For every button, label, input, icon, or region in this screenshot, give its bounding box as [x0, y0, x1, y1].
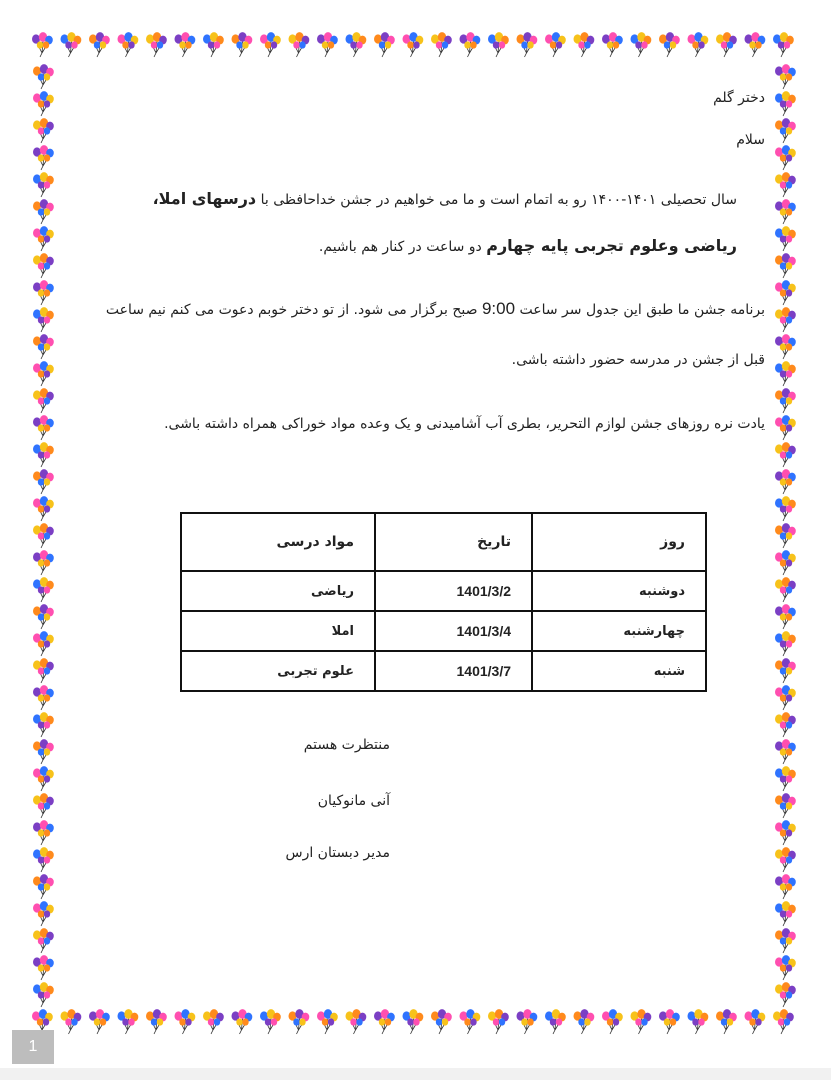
balloon-cluster-icon — [33, 766, 54, 791]
cell-subject: املا — [181, 611, 375, 651]
balloon-border-bottom — [30, 1007, 800, 1041]
balloon-cluster-icon — [574, 1009, 595, 1034]
balloon-cluster-icon — [146, 32, 167, 57]
balloon-cluster-icon — [175, 32, 196, 57]
balloon-cluster-icon — [775, 604, 796, 629]
balloon-cluster-icon — [89, 32, 110, 57]
balloon-cluster-icon — [33, 280, 54, 305]
balloon-cluster-icon — [659, 32, 680, 57]
balloon-cluster-icon — [745, 1009, 766, 1034]
balloon-cluster-icon — [203, 1009, 224, 1034]
balloon-cluster-icon — [61, 32, 82, 57]
balloon-cluster-icon — [775, 361, 796, 386]
signature-closing: منتظرت هستم — [303, 737, 390, 753]
balloon-cluster-icon — [33, 118, 54, 143]
balloon-cluster-icon — [33, 64, 54, 89]
signature-name: آنی مانوکیان — [317, 793, 390, 809]
balloon-cluster-icon — [118, 32, 139, 57]
balloon-cluster-icon — [33, 523, 54, 548]
balloon-cluster-icon — [33, 199, 54, 224]
recipient-line: دختر گلم — [713, 90, 765, 106]
balloon-cluster-icon — [775, 388, 796, 413]
balloon-cluster-icon — [32, 32, 53, 57]
balloon-cluster-icon — [775, 928, 796, 953]
balloon-cluster-icon — [775, 172, 796, 197]
balloon-cluster-icon — [89, 1009, 110, 1034]
balloon-cluster-icon — [775, 442, 796, 467]
balloon-cluster-icon — [33, 685, 54, 710]
balloon-cluster-icon — [631, 32, 652, 57]
balloon-cluster-icon — [346, 32, 367, 57]
balloon-cluster-icon — [33, 577, 54, 602]
balloon-cluster-icon — [146, 1009, 167, 1034]
paragraph-intro-bold: درسهای املا، ریاضی وعلوم تجربی پایه چهارم — [152, 189, 737, 255]
balloon-cluster-icon — [775, 631, 796, 656]
balloon-cluster-icon — [33, 253, 54, 278]
schedule-table — [180, 512, 707, 692]
balloon-cluster-icon — [716, 1009, 737, 1034]
balloon-cluster-icon — [33, 847, 54, 872]
balloon-cluster-icon — [431, 32, 452, 57]
letter-body — [100, 70, 765, 463]
balloon-cluster-icon — [545, 32, 566, 57]
balloon-cluster-icon — [260, 1009, 281, 1034]
balloon-cluster-icon — [203, 32, 224, 57]
balloon-cluster-icon — [602, 32, 623, 57]
table-row — [181, 651, 706, 691]
balloon-cluster-icon — [775, 91, 796, 116]
balloon-cluster-icon — [33, 712, 54, 737]
cell-subject: علوم تجربی — [181, 651, 375, 691]
balloon-cluster-icon — [33, 334, 54, 359]
balloon-cluster-icon — [33, 928, 54, 953]
header-subject: مواد درسی — [181, 513, 375, 571]
balloon-cluster-icon — [745, 32, 766, 57]
balloon-cluster-icon — [775, 874, 796, 899]
balloon-cluster-icon — [775, 766, 796, 791]
balloon-cluster-icon — [289, 1009, 310, 1034]
balloon-cluster-icon — [488, 32, 509, 57]
balloon-cluster-icon — [775, 145, 796, 170]
table-header-row — [181, 513, 706, 571]
balloon-cluster-icon — [33, 901, 54, 926]
balloon-cluster-icon — [33, 820, 54, 845]
cell-date: 1401/3/4 — [375, 611, 532, 651]
balloon-cluster-icon — [775, 901, 796, 926]
balloon-cluster-icon — [775, 523, 796, 548]
balloon-cluster-icon — [346, 1009, 367, 1034]
balloon-cluster-icon — [33, 226, 54, 251]
balloon-cluster-icon — [775, 469, 796, 494]
balloon-cluster-icon — [775, 577, 796, 602]
header-day: روز — [532, 513, 706, 571]
cell-date: 1401/3/2 — [375, 571, 532, 611]
balloon-cluster-icon — [659, 1009, 680, 1034]
balloon-cluster-icon — [403, 1009, 424, 1034]
balloon-cluster-icon — [33, 793, 54, 818]
balloon-cluster-icon — [33, 442, 54, 467]
balloon-cluster-icon — [775, 739, 796, 764]
balloon-border-top — [30, 30, 800, 64]
balloon-cluster-icon — [232, 1009, 253, 1034]
signature-block — [260, 735, 390, 863]
balloon-cluster-icon — [33, 874, 54, 899]
balloon-cluster-icon — [175, 1009, 196, 1034]
balloon-cluster-icon — [773, 32, 794, 57]
balloon-cluster-icon — [775, 820, 796, 845]
balloon-cluster-icon — [775, 847, 796, 872]
balloon-cluster-icon — [775, 334, 796, 359]
balloon-cluster-icon — [260, 32, 281, 57]
balloon-cluster-icon — [33, 361, 54, 386]
paragraph-intro-text-b: دو ساعت در کنار هم باشیم. — [318, 239, 487, 255]
balloon-cluster-icon — [545, 1009, 566, 1034]
balloon-cluster-icon — [431, 1009, 452, 1034]
balloon-cluster-icon — [775, 307, 796, 332]
balloon-cluster-icon — [33, 604, 54, 629]
balloon-cluster-icon — [33, 388, 54, 413]
balloon-cluster-icon — [775, 64, 796, 89]
balloon-cluster-icon — [33, 496, 54, 521]
salutation-line: سلام — [736, 132, 765, 148]
balloon-cluster-icon — [775, 550, 796, 575]
balloon-cluster-icon — [33, 739, 54, 764]
balloon-cluster-icon — [33, 550, 54, 575]
balloon-cluster-icon — [460, 32, 481, 57]
balloon-cluster-icon — [775, 226, 796, 251]
balloon-cluster-icon — [517, 1009, 538, 1034]
table-row — [181, 571, 706, 611]
header-date: تاریخ — [375, 513, 532, 571]
balloon-cluster-icon — [775, 415, 796, 440]
balloon-cluster-icon — [775, 685, 796, 710]
cell-date: 1401/3/7 — [375, 651, 532, 691]
balloon-cluster-icon — [775, 955, 796, 980]
balloon-border-left — [30, 30, 58, 1041]
balloon-cluster-icon — [775, 280, 796, 305]
balloon-cluster-icon — [33, 658, 54, 683]
balloon-cluster-icon — [33, 469, 54, 494]
party-time: 9:00 — [481, 299, 516, 318]
balloon-cluster-icon — [33, 955, 54, 980]
balloon-cluster-icon — [775, 658, 796, 683]
balloon-cluster-icon — [775, 712, 796, 737]
paragraph-intro-text-a: سال تحصیلی ۱۴۰۱-۱۴۰۰ رو به اتمام است و ما می خواهیم در جشن خداحافظی با — [256, 192, 737, 208]
balloon-cluster-icon — [775, 793, 796, 818]
signature-title: مدیر دبستان ارس — [285, 845, 390, 861]
cell-day: شنبه — [532, 651, 706, 691]
cell-day: چهارشنبه — [532, 611, 706, 651]
balloon-cluster-icon — [602, 1009, 623, 1034]
balloon-border-right — [772, 30, 800, 1041]
balloon-cluster-icon — [488, 1009, 509, 1034]
balloon-cluster-icon — [232, 32, 253, 57]
balloon-cluster-icon — [460, 1009, 481, 1034]
balloon-cluster-icon — [118, 1009, 139, 1034]
cell-day: دوشنبه — [532, 571, 706, 611]
paragraph-reminder: یادت نره روزهای جشن لوازم التحریر، بطری آب آشامیدنی و یک وعده مواد خوراکی همراه داشته باشی. — [164, 416, 765, 432]
balloon-cluster-icon — [775, 199, 796, 224]
balloon-cluster-icon — [33, 307, 54, 332]
paragraph-schedule — [100, 284, 765, 385]
table-row — [181, 611, 706, 651]
balloon-cluster-icon — [775, 982, 796, 1007]
page-number-badge[interactable]: 1 — [12, 1030, 54, 1064]
balloon-cluster-icon — [33, 415, 54, 440]
paragraph-schedule-text-a: برنامه جشن ما طبق این جدول سر ساعت — [515, 302, 765, 318]
balloon-cluster-icon — [403, 32, 424, 57]
balloon-cluster-icon — [33, 172, 54, 197]
cell-subject: ریاضی — [181, 571, 375, 611]
balloon-cluster-icon — [33, 631, 54, 656]
balloon-cluster-icon — [688, 32, 709, 57]
balloon-cluster-icon — [716, 32, 737, 57]
balloon-cluster-icon — [574, 32, 595, 57]
paragraph-intro — [100, 176, 765, 270]
balloon-cluster-icon — [33, 982, 54, 1007]
balloon-cluster-icon — [317, 32, 338, 57]
balloon-cluster-icon — [517, 32, 538, 57]
balloon-cluster-icon — [775, 118, 796, 143]
balloon-cluster-icon — [33, 91, 54, 116]
balloon-cluster-icon — [775, 253, 796, 278]
balloon-cluster-icon — [688, 1009, 709, 1034]
balloon-cluster-icon — [317, 1009, 338, 1034]
balloon-cluster-icon — [775, 496, 796, 521]
paragraph-schedule-text-b: صبح برگزار می شود. از تو دختر خوبم دعوت می کنم نیم ساعت قبل از جشن در مدرسه حضور داشته باشی. — [105, 302, 765, 368]
balloon-cluster-icon — [374, 32, 395, 57]
balloon-cluster-icon — [289, 32, 310, 57]
balloon-cluster-icon — [631, 1009, 652, 1034]
balloon-cluster-icon — [773, 1009, 794, 1034]
balloon-cluster-icon — [61, 1009, 82, 1034]
balloon-cluster-icon — [33, 145, 54, 170]
balloon-cluster-icon — [374, 1009, 395, 1034]
